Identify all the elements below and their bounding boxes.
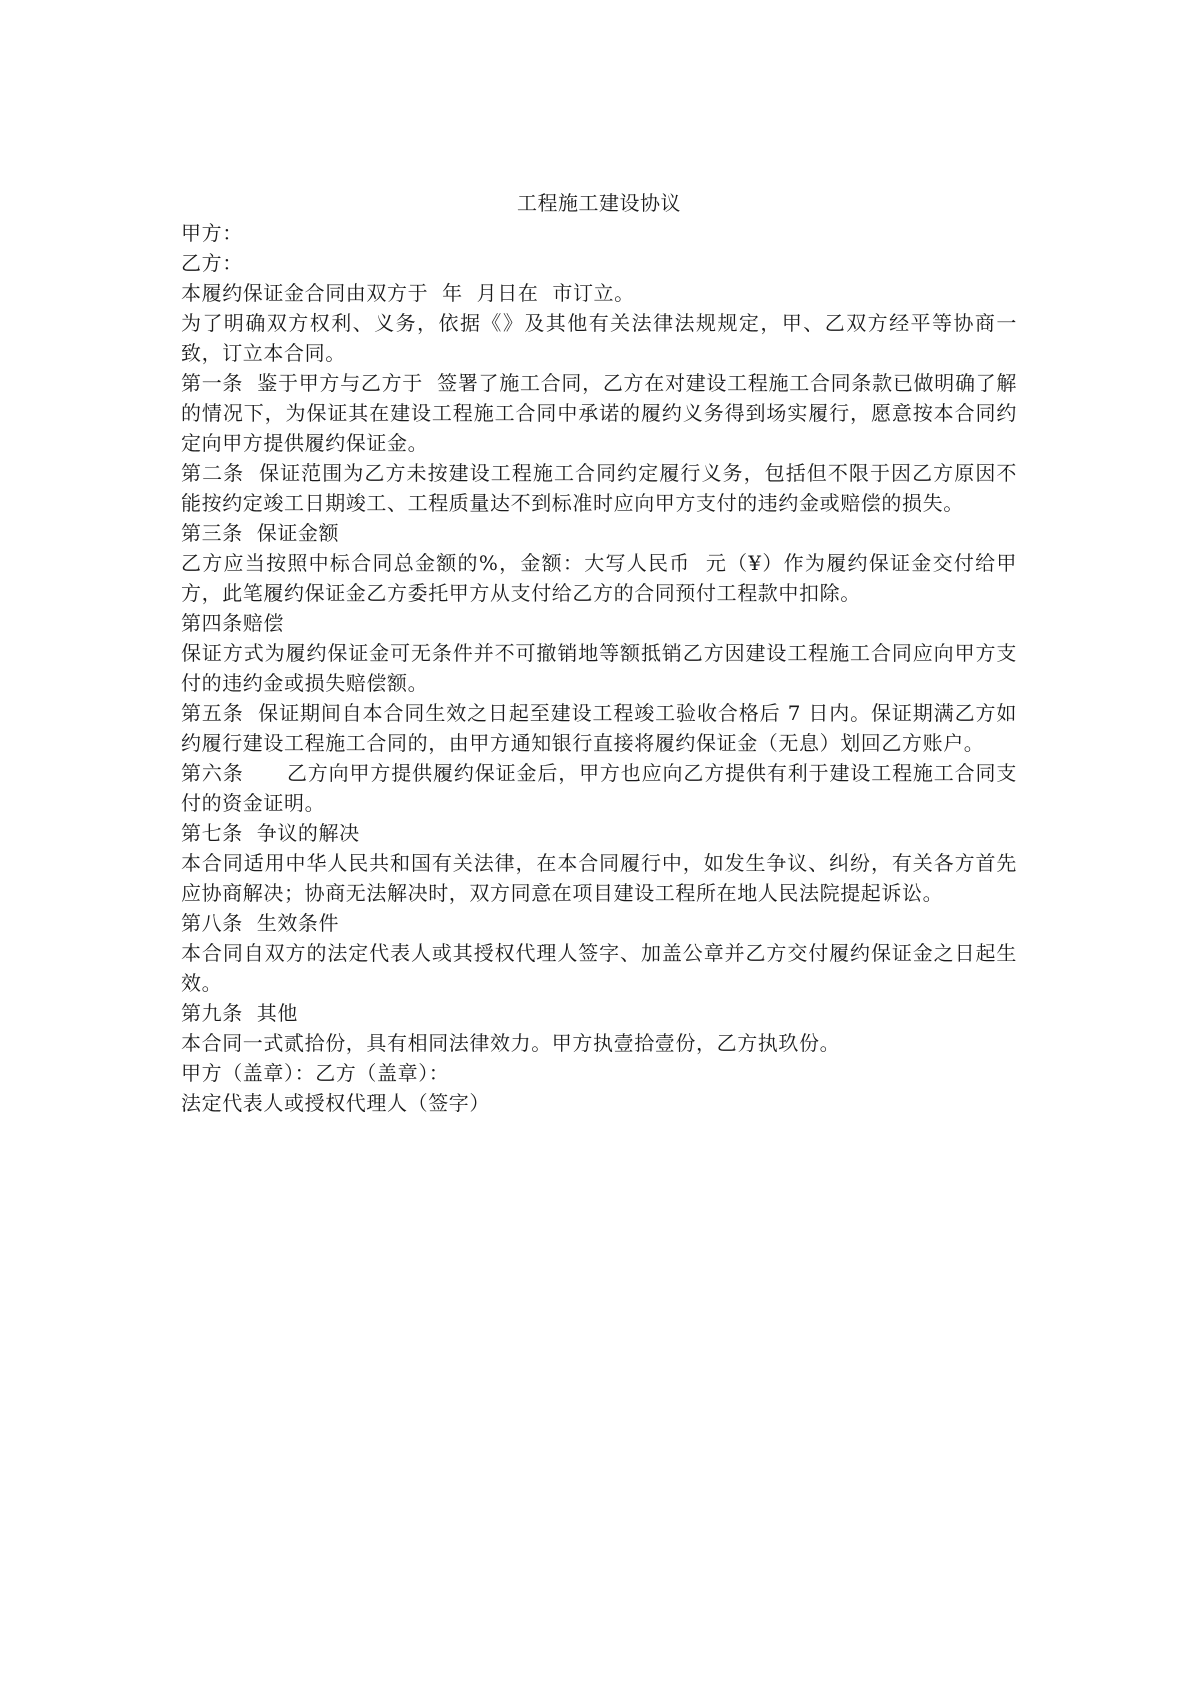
article-4-heading: 第四条赔偿 [181,611,284,635]
article-7-heading: 第七条 争议的解决 [181,821,360,845]
article-9-paragraph: 本合同一式贰拾份，具有相同法律效力。甲方执壹拾壹份，乙方执玖份。 [181,1031,841,1055]
party-b-line: 乙方： [181,251,243,275]
article-1-paragraph: 第一条 鉴于甲方与乙方于 签署了施工合同，乙方在对建设工程施工合同条款已做明确了解的情况下，为保证其在建设工程施工合同中承诺的履约义务得到场实履行，愿意按本合同约定向甲方提供履约保证金。 [181,371,1017,455]
party-a-line: 甲方： [181,221,243,245]
article-5-paragraph: 第五条 保证期间自本合同生效之日起至建设工程竣工验收合格后 7 日内。保证期满乙方如约履行建设工程施工合同的，由甲方通知银行直接将履约保证金（无息）划回乙方账户。 [181,701,1017,755]
article-7-paragraph: 本合同适用中华人民共和国有关法律，在本合同履行中，如发生争议、纠纷，有关各方首先应协商解决；协商无法解决时，双方同意在项目建设工程所在地人民法院提起诉讼。 [181,851,1017,905]
preamble-paragraph: 为了明确双方权利、义务，依据《》及其他有关法律法规规定，甲、乙双方经平等协商一致，订立本合同。 [181,311,1017,365]
article-8-heading: 第八条 生效条件 [181,911,340,935]
document-page [181,188,1017,1118]
article-3-paragraph: 乙方应当按照中标合同总金额的%，金额：大写人民币 元（¥）作为履约保证金交付给甲方，此笔履约保证金乙方委托甲方从支付给乙方的合同预付工程款中扣除。 [181,551,1017,605]
seal-line: 甲方（盖章）：乙方（盖章）： [181,1061,450,1085]
article-9-heading: 第九条 其他 [181,1001,298,1025]
article-2-paragraph: 第二条 保证范围为乙方未按建设工程施工合同约定履行义务，包括但不限于因乙方原因不能按约定竣工日期竣工、工程质量达不到标准时应向甲方支付的违约金或赔偿的损失。 [181,461,1017,515]
article-6-paragraph: 第六条 乙方向甲方提供履约保证金后，甲方也应向乙方提供有利于建设工程施工合同支付的资金证明。 [181,761,1017,815]
article-8-paragraph: 本合同自双方的法定代表人或其授权代理人签字、加盖公章并乙方交付履约保证金之日起生效。 [181,941,1017,995]
document-title: 工程施工建设协议 [517,191,681,215]
signature-line: 法定代表人或授权代理人（签字） [181,1091,490,1115]
article-4-paragraph: 保证方式为履约保证金可无条件并不可撤销地等额抵销乙方因建设工程施工合同应向甲方支付的违约金或损失赔偿额。 [181,641,1017,695]
article-3-heading: 第三条 保证金额 [181,521,340,545]
contract-date-line: 本履约保证金合同由双方于 年 月日在 市订立。 [181,281,635,305]
